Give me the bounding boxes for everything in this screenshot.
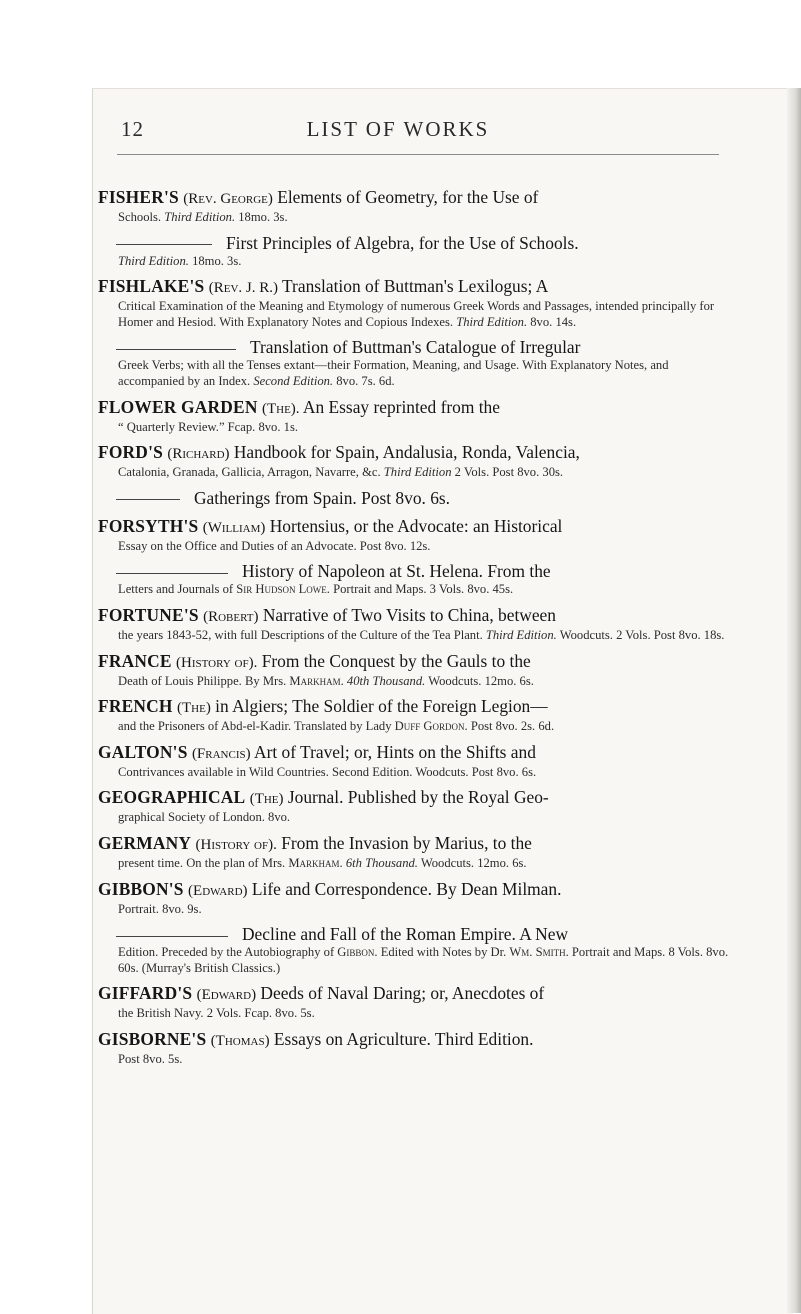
work-detail: “ Quarterly Review.” Fcap. 8vo. 1s. <box>118 419 298 434</box>
author-given: (History of). <box>176 654 258 671</box>
work-title: Handbook for Spain, Andalusia, Ronda, Valencia, <box>229 442 580 463</box>
ditto-dash <box>116 349 236 350</box>
work-title: Journal. Published by the Royal Geo- <box>283 787 549 808</box>
work-person: Markham. <box>288 855 343 870</box>
work-price: Woodcuts. 12mo. 6s. <box>425 673 534 688</box>
list-item <box>98 787 738 826</box>
list-item <box>98 1029 738 1068</box>
author-given: (The) <box>177 700 211 717</box>
list-item <box>98 742 738 781</box>
work-title: Life and Correspondence. By Dean Milman. <box>247 878 562 899</box>
author-name: GIBBON'S <box>98 878 184 899</box>
work-price: Woodcuts. 2 Vols. Post 8vo. 18s. <box>556 627 725 642</box>
work-detail: and the Prisoners of Abd-el-Kadir. Translated by Lady <box>118 719 395 734</box>
work-price: 8vo. 7s. 6d. <box>333 373 395 388</box>
author-name: FORD'S <box>98 442 163 463</box>
work-detail: Post 8vo. 5s. <box>118 1051 183 1066</box>
works-list <box>98 187 738 1074</box>
list-item <box>98 696 738 735</box>
work-title: Art of Travel; or, Hints on the Shifts and <box>250 741 536 762</box>
list-item <box>98 833 738 872</box>
work-edition: Third Edition. <box>456 314 528 329</box>
work-person: Markham. <box>289 673 344 688</box>
author-name: GIFFARD'S <box>98 983 193 1004</box>
work-detail: Catalonia, Granada, Gallicia, Arragon, Navarre, &c. <box>118 465 384 480</box>
header-rule <box>117 154 719 155</box>
work-detail: the British Navy. 2 Vols. Fcap. 8vo. 5s. <box>118 1006 315 1021</box>
work-price: Portrait and Maps. 8 Vols. 8vo. 60s. (Murray's British Classics.) <box>118 945 729 975</box>
work-title: Translation of Buttman's Catalogue of Irregular <box>250 337 581 358</box>
work-price: 18mo. 3s. <box>235 210 288 224</box>
work-detail: Letters and Journals of <box>118 582 237 597</box>
work-detail: present time. On the plan of Mrs. <box>118 855 289 870</box>
list-item <box>98 337 738 389</box>
work-detail: Schools. <box>118 210 165 224</box>
list-item <box>98 879 738 918</box>
list-item <box>98 233 738 270</box>
work-title: Hortensius, or the Advocate: an Historical <box>265 515 563 536</box>
running-head: LIST OF WORKS <box>306 117 490 141</box>
work-detail: Death of Louis Philippe. By Mrs. <box>118 673 290 688</box>
work-edition: Third Edition. <box>485 627 557 642</box>
work-editor: Wm. Smith. <box>509 945 569 960</box>
author-name: GERMANY <box>98 832 192 853</box>
ditto-dash <box>116 244 212 245</box>
work-title: Translation of Buttman's Lexilogus; A <box>278 276 549 297</box>
author-name: FISHLAKE'S <box>98 276 205 297</box>
list-item <box>98 276 738 330</box>
author-given: (Rev. J. R.) <box>208 280 279 297</box>
work-price: 8vo. 14s. <box>527 314 577 329</box>
work-title: First Principles of Algebra, for the Use of Schools. <box>226 232 579 253</box>
work-price: Woodcuts. 12mo. 6s. <box>417 855 527 870</box>
work-title: Deeds of Naval Daring; or, Anecdotes of <box>256 983 545 1004</box>
work-title: History of Napoleon at St. Helena. From the <box>242 561 551 582</box>
page-edge <box>787 88 801 1313</box>
author-name: FISHER'S <box>98 187 179 207</box>
author-given: (Robert) <box>203 608 259 625</box>
author-name: FLOWER GARDEN <box>98 396 258 417</box>
work-note: Edited with Notes by Dr. <box>377 945 510 960</box>
author-name: FRENCH <box>98 696 173 717</box>
work-person: Gibbon. <box>337 945 378 960</box>
work-detail: Portrait. 8vo. 9s. <box>118 901 202 916</box>
list-item <box>98 651 738 690</box>
author-given: (Rev. George) <box>183 191 273 207</box>
work-price: 2 Vols. Post 8vo. 30s. <box>451 465 564 480</box>
list-item <box>98 983 738 1022</box>
author-given: (The). <box>261 400 300 417</box>
author-name: FORTUNE'S <box>98 604 199 625</box>
work-title: in Algiers; The Soldier of the Foreign Legion— <box>210 696 548 717</box>
work-edition: 40th Thousand. <box>346 673 426 688</box>
work-edition: 6th Thousand. <box>345 855 418 870</box>
ditto-dash <box>116 573 228 574</box>
author-given: (Edward) <box>188 882 248 899</box>
author-given: (William) <box>202 519 266 536</box>
work-person: Sir Hudson Lowe. <box>236 582 330 597</box>
work-title: An Essay reprinted from the <box>299 396 500 417</box>
work-title: Narrative of Two Visits to China, between <box>258 604 556 625</box>
work-price: Post 8vo. 2s. 6d. <box>467 719 555 734</box>
work-title: Gatherings from Spain. Post 8vo. 6s. <box>194 487 451 508</box>
work-edition: Third Edition <box>383 465 452 480</box>
work-price: Portrait and Maps. 3 Vols. 8vo. 45s. <box>329 582 514 597</box>
work-title: Essays on Agriculture. Third Edition. <box>269 1028 534 1049</box>
author-name: GALTON'S <box>98 741 188 762</box>
list-item <box>98 605 738 644</box>
work-detail: Greek Verbs; with all the Tenses extant—their Formation, Meaning, and Usage. With Explanatory Notes, and accompanied by an Index. <box>118 358 669 388</box>
work-detail: graphical Society of London. 8vo. <box>118 810 291 825</box>
author-name: GISBORNE'S <box>98 1028 207 1049</box>
author-given: (The) <box>249 791 284 808</box>
list-item <box>98 187 738 226</box>
list-item <box>98 924 738 976</box>
work-detail: the years 1843-52, with full Descriptions of the Culture of the Tea Plant. <box>118 627 486 642</box>
author-given: (Edward) <box>196 987 257 1004</box>
work-price: 18mo. 3s. <box>188 253 242 268</box>
list-item <box>98 561 738 598</box>
work-edition: Third Edition. <box>118 253 189 268</box>
list-item <box>98 397 738 436</box>
author-name: FRANCE <box>98 650 172 671</box>
author-given: (Thomas) <box>210 1032 270 1049</box>
author-name: FORSYTH'S <box>98 515 199 536</box>
author-given: (Francis) <box>191 745 251 762</box>
page-header <box>93 117 793 147</box>
list-item <box>98 516 738 555</box>
page-number: 12 <box>121 117 144 141</box>
ditto-dash <box>116 499 180 500</box>
work-detail: Edition. Preceded by the Autobiography of <box>118 945 338 960</box>
list-item <box>98 488 738 509</box>
work-title: Elements of Geometry, for the Use of <box>272 187 539 207</box>
author-given: (Richard) <box>167 446 230 463</box>
author-given: (History of). <box>195 836 277 853</box>
work-edition: Third Edition. <box>164 210 236 224</box>
work-title: From the Conquest by the Gauls to the <box>257 650 531 671</box>
author-name: GEOGRAPHICAL <box>98 787 246 808</box>
work-detail: Critical Examination of the Meaning and Etymology of numerous Greek Words and Passages, intended principally for Homer and Hesiod. With Explanatory Notes and Copious Indexes. <box>118 299 715 329</box>
work-detail: Contrivances available in Wild Countries. Second Edition. Woodcuts. Post 8vo. 6s. <box>118 764 537 779</box>
work-person: Duff Gordon. <box>394 719 468 734</box>
list-item <box>98 442 738 481</box>
work-detail: Essay on the Office and Duties of an Advocate. Post 8vo. 12s. <box>118 538 431 553</box>
work-title: From the Invasion by Marius, to the <box>276 832 532 853</box>
work-title: Decline and Fall of the Roman Empire. A New <box>242 924 568 945</box>
work-edition: Second Edition. <box>253 373 334 388</box>
ditto-dash <box>116 936 228 937</box>
